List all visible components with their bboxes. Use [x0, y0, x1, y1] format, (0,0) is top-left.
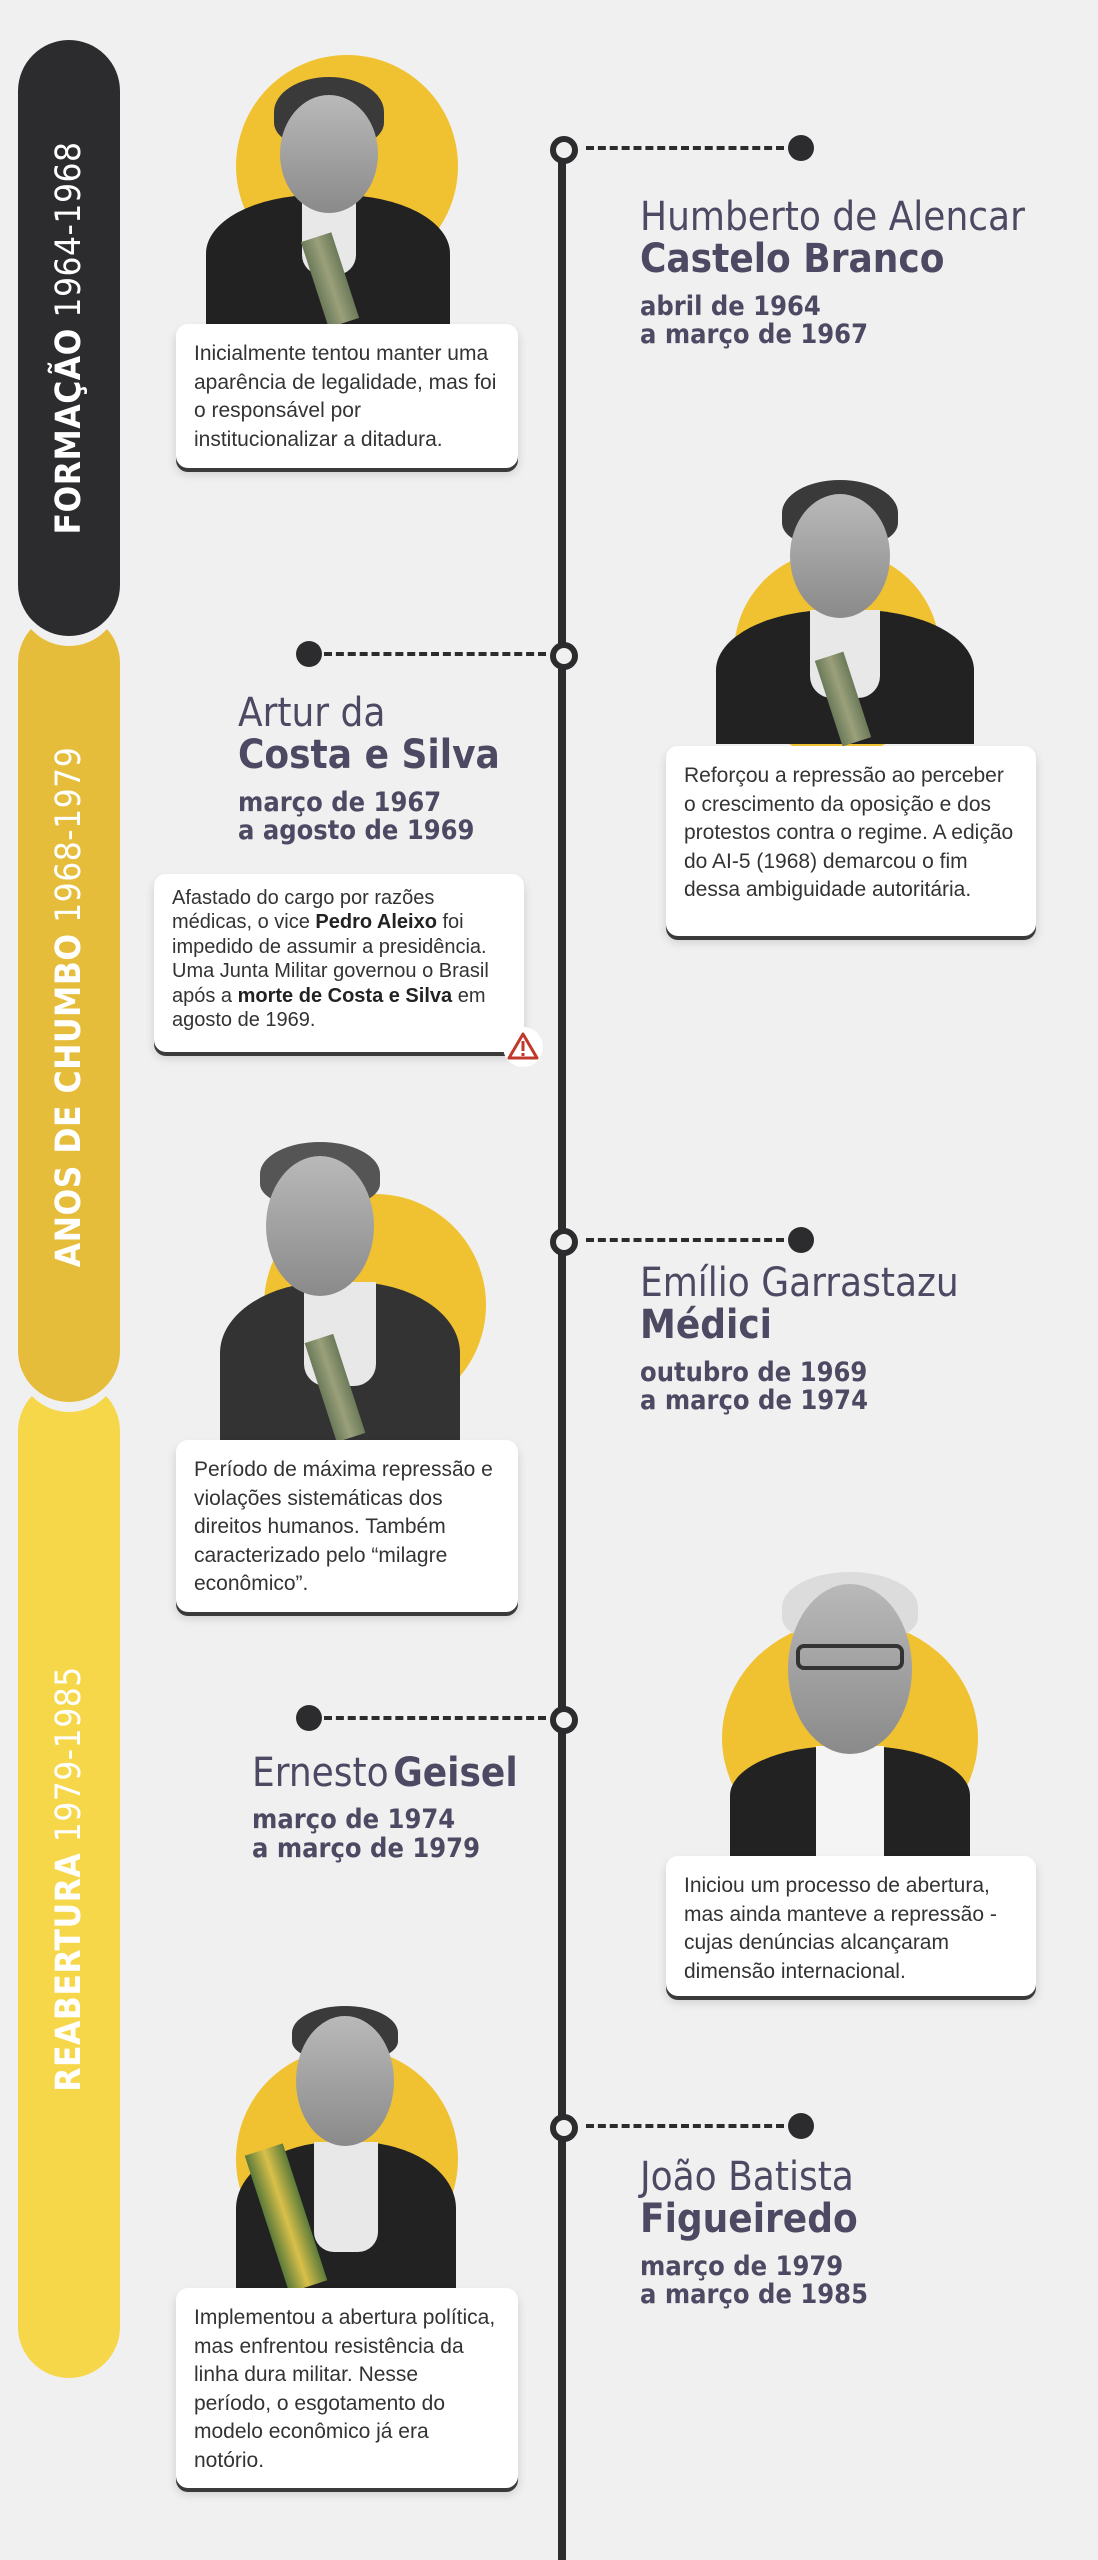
- description-text: foi impedido de assumir a presidência. Uma Junta Militar governou o Brasil após a: [172, 911, 489, 1007]
- president-name-block: [252, 1752, 518, 1863]
- president-term-dates: outubro de 1969 a março de 1974: [640, 1356, 868, 1417]
- description-text: Reforçou a repressão ao perceber o crescimento da oposição e dos protestos contra o regime. A edição do AI-5 (1968) demarcou o fim dessa ambiguidade autoritária.: [684, 764, 1014, 902]
- timeline-line: [558, 146, 566, 2560]
- timeline-node: [550, 136, 578, 164]
- description-card: [666, 1856, 1036, 1996]
- portrait-head: [266, 1156, 374, 1296]
- era-segment-anos-de-chumbo: [18, 612, 120, 1402]
- description-text: Inicialmente tentou manter uma aparência de legalidade, mas foi o responsável por institucionalizar a ditadura.: [194, 342, 497, 451]
- president-name-block: [238, 692, 500, 845]
- president-term-dates: março de 1974 a março de 1979: [252, 1804, 480, 1864]
- president-first-name: Emílio Garrastazu: [640, 1260, 959, 1306]
- portrait-collar: [314, 2142, 378, 2252]
- timeline-dot: [296, 641, 322, 667]
- timeline-connector: [324, 652, 546, 656]
- description-card-junta: [154, 874, 524, 1052]
- president-first-name: João Batista: [640, 2154, 854, 2200]
- president-name-block: [640, 1262, 959, 1415]
- president-full-name: Ernesto Geisel: [252, 1750, 518, 1796]
- portrait-figueiredo: [226, 2006, 462, 2290]
- timeline-connector: [586, 2124, 784, 2128]
- description-text: Afastado do cargo por razões médicas, o vice: [172, 887, 435, 934]
- timeline-connector: [586, 146, 784, 150]
- portrait-head: [296, 2016, 394, 2146]
- portrait-costa-e-silva: [712, 478, 978, 744]
- description-text: Período de máxima repressão e violações sistemáticas dos direitos humanos. Também caracterizado pelo “milagre econômico”.: [194, 1458, 493, 1596]
- timeline-dot: [788, 2113, 814, 2139]
- portrait-collar: [816, 1746, 884, 1856]
- era-label-anos-de-chumbo: ANOS DE CHUMBO 1968-1979: [49, 746, 89, 1268]
- president-term-dates: abril de 1964 a março de 1967: [640, 290, 868, 351]
- portrait-geisel: [720, 1570, 980, 1856]
- description-text: Iniciou um processo de abertura, mas ainda manteve a repressão - cujas denúncias alcançaram dimensão internacional.: [684, 1874, 997, 1983]
- era-segment-formacao: [18, 40, 120, 636]
- warning-triangle-icon: [502, 1026, 544, 1068]
- president-first-name: Artur da: [238, 690, 386, 736]
- era-label-formacao: FORMAÇÃO 1964-1968: [49, 141, 89, 535]
- president-name-block: [640, 196, 1025, 349]
- portrait-glasses: [796, 1644, 904, 1670]
- era-label-reabertura: REABERTURA 1979-1985: [49, 1666, 89, 2092]
- portrait-head: [280, 95, 378, 213]
- president-last-name: Médici: [640, 1302, 772, 1349]
- timeline-node: [550, 642, 578, 670]
- timeline-connector: [586, 1238, 784, 1242]
- portrait-castelo-branco: [206, 55, 462, 325]
- era-segment-reabertura: [18, 1380, 120, 2378]
- portrait-head: [790, 494, 890, 618]
- president-first-name: Humberto de Alencar: [640, 194, 1025, 240]
- timeline-node: [550, 2114, 578, 2142]
- description-card: [176, 324, 518, 468]
- president-term-dates: março de 1967 a agosto de 1969: [238, 786, 475, 847]
- portrait-medici: [220, 1140, 490, 1440]
- timeline-connector: [324, 1716, 546, 1720]
- timeline-dot: [788, 135, 814, 161]
- description-text: Implementou a abertura política, mas enfrentou resistência da linha dura militar. Nesse período, o esgotamento do modelo econômico já era notório.: [194, 2306, 496, 2472]
- description-card: [176, 2288, 518, 2488]
- highlight-morte-costa-e-silva: morte de Costa e Silva: [237, 984, 453, 1007]
- president-term-dates: março de 1979 a março de 1985: [640, 2250, 868, 2311]
- timeline-dot: [788, 1227, 814, 1253]
- timeline-node: [550, 1228, 578, 1256]
- timeline-dot: [296, 1705, 322, 1731]
- timeline-node: [550, 1706, 578, 1734]
- president-name-block: [640, 2156, 868, 2309]
- president-last-name: Costa e Silva: [238, 732, 500, 779]
- description-text: em agosto de 1969.: [172, 984, 486, 1031]
- president-last-name: Castelo Branco: [640, 236, 945, 283]
- description-card: [176, 1440, 518, 1612]
- highlight-pedro-aleixo: Pedro Aleixo: [315, 911, 437, 934]
- description-card: [666, 746, 1036, 936]
- president-last-name: Figueiredo: [640, 2196, 858, 2243]
